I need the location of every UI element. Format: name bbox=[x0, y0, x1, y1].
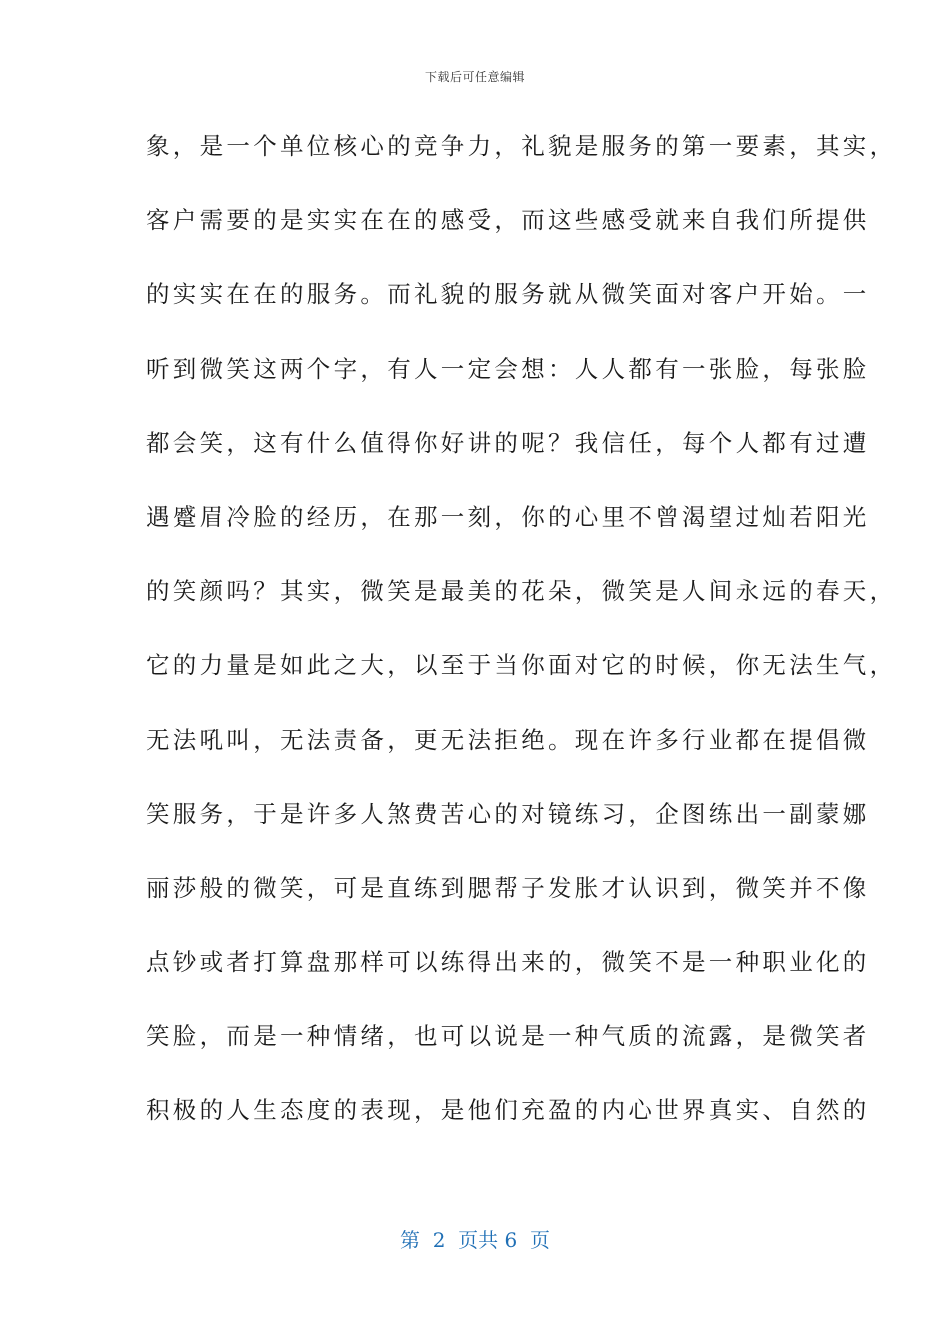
text-line: 象，是一个单位核心的竞争力，礼貌是服务的第一要素，其实， bbox=[146, 132, 897, 160]
document-body bbox=[146, 126, 897, 1165]
text-line: 遇蹙眉冷脸的经历，在那一刻，你的心里不曾渴望过灿若阳光 bbox=[146, 502, 870, 531]
text-line: 丽莎般的微笑，可是直练到腮帮子发胀才认识到，微笑并不像 bbox=[146, 873, 870, 902]
text-line: 客户需要的是实实在在的感受，而这些感受就来自我们所提供 bbox=[146, 206, 870, 235]
text-line: 点钞或者打算盘那样可以练得出来的，微笑不是一种职业化的 bbox=[146, 948, 870, 977]
text-line: 笑脸，而是一种情绪，也可以说是一种气质的流露，是微笑者 bbox=[146, 1022, 870, 1051]
page-header: 下载后可任意编辑 bbox=[424, 70, 525, 84]
text-line: 笑服务，于是许多人煞费苦心的对镜练习，企图练出一副蒙娜 bbox=[146, 799, 870, 828]
text-line: 积极的人生态度的表现，是他们充盈的内心世界真实、自然的 bbox=[146, 1096, 870, 1125]
text-line: 的实实在在的服务。而礼貌的服务就从微笑面对客户开始。一 bbox=[146, 280, 870, 309]
page-number-footer: 第 2 页共 6 页 bbox=[400, 1228, 550, 1252]
text-line: 的笑颜吗？其实，微笑是最美的花朵，微笑是人间永远的春天， bbox=[146, 577, 897, 606]
text-line: 听到微笑这两个字，有人一定会想：人人都有一张脸，每张脸 bbox=[146, 354, 870, 383]
text-line: 无法吼叫，无法责备，更无法拒绝。现在许多行业都在提倡微 bbox=[146, 725, 870, 754]
text-line: 都会笑，这有什么值得你好讲的呢？我信任，每个人都有过遭 bbox=[146, 428, 870, 457]
text-line: 它的力量是如此之大，以至于当你面对它的时候，你无法生气， bbox=[146, 651, 897, 680]
